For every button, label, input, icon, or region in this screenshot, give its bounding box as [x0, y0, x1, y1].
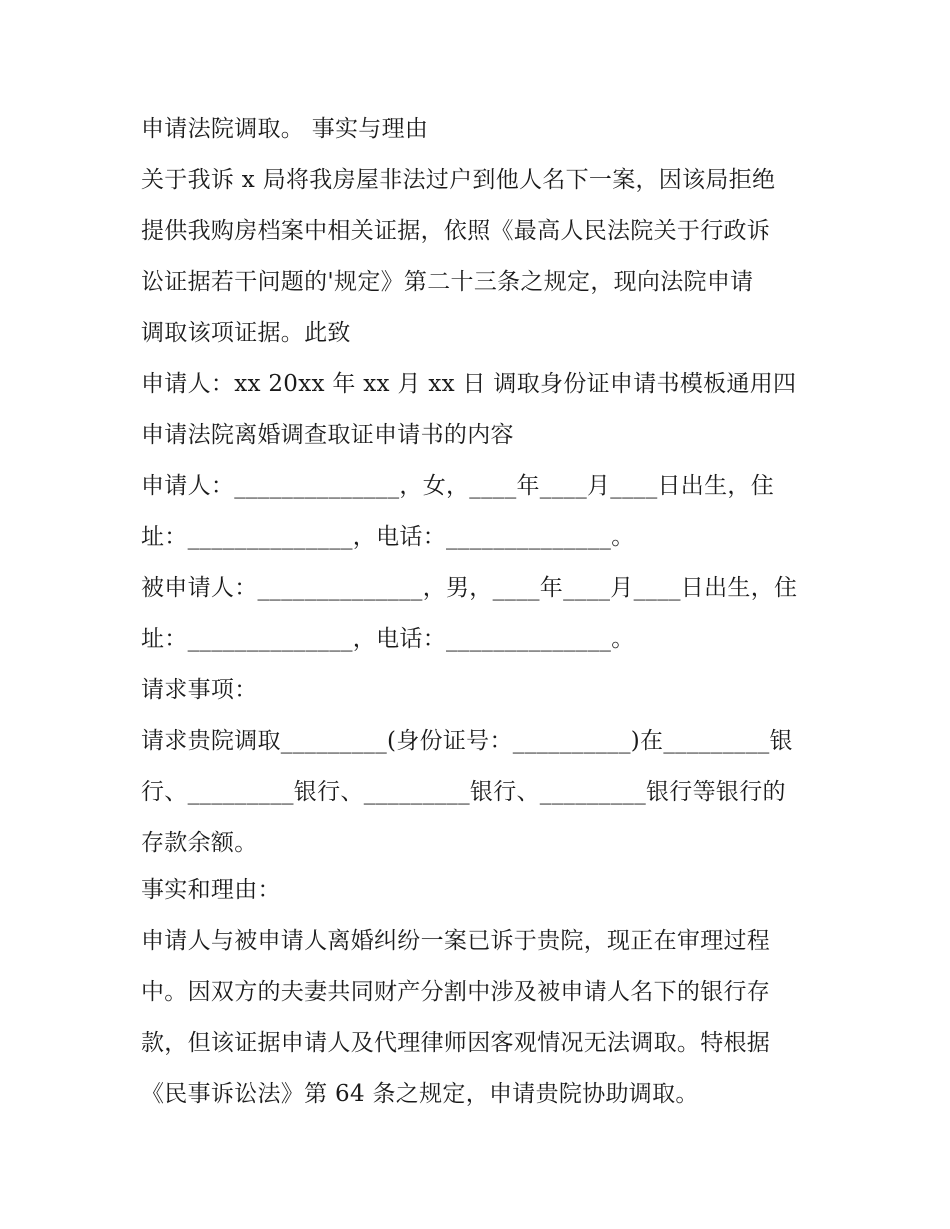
text-line: 址：______________，电话：______________。	[141, 626, 635, 652]
text-line: 被申请人：______________，男，____年____月____日出生，住	[141, 575, 798, 601]
text-line: 申请法院调取。 事实与理由	[141, 116, 429, 142]
text-line: 讼证据若干问题的'规定》第二十三条之规定，现向法院申请	[141, 269, 754, 295]
text-line: 申请法院离婚调查取证申请书的内容	[141, 422, 514, 448]
text-line: 请求贵院调取_________(身份证号：__________)在_________银	[141, 728, 793, 754]
text-line: 申请人与被申请人离婚纠纷一案已诉于贵院，现正在审理过程	[141, 928, 771, 954]
text-line: 调取该项证据。此致	[141, 320, 351, 346]
text-line: 址：______________，电话：______________。	[141, 524, 635, 550]
text-line: 行、_________银行、_________银行、_________银行等银行的	[141, 779, 786, 805]
text-line: 请求事项：	[141, 677, 258, 703]
text-line: 存款余额。	[141, 830, 258, 856]
text-line: 《民事诉讼法》第 64 条之规定，申请贵院协助调取。	[141, 1081, 699, 1107]
text-line: 申请人：xx 20xx 年 xx 月 xx 日 调取身份证申请书模板通用四	[141, 371, 797, 397]
text-line: 关于我诉 x 局将我房屋非法过户到他人名下一案，因该局拒绝	[141, 167, 776, 193]
text-line: 款，但该证据申请人及代理律师因客观情况无法调取。特根据	[141, 1030, 771, 1056]
text-line: 申请人：______________，女，____年____月____日出生，住	[141, 473, 774, 499]
text-line: 事实和理由：	[141, 877, 281, 903]
text-line: 提供我购房档案中相关证据，依照《最高人民法院关于行政诉	[141, 218, 771, 244]
text-line: 中。因双方的夫妻共同财产分割中涉及被申请人名下的银行存	[141, 979, 771, 1005]
